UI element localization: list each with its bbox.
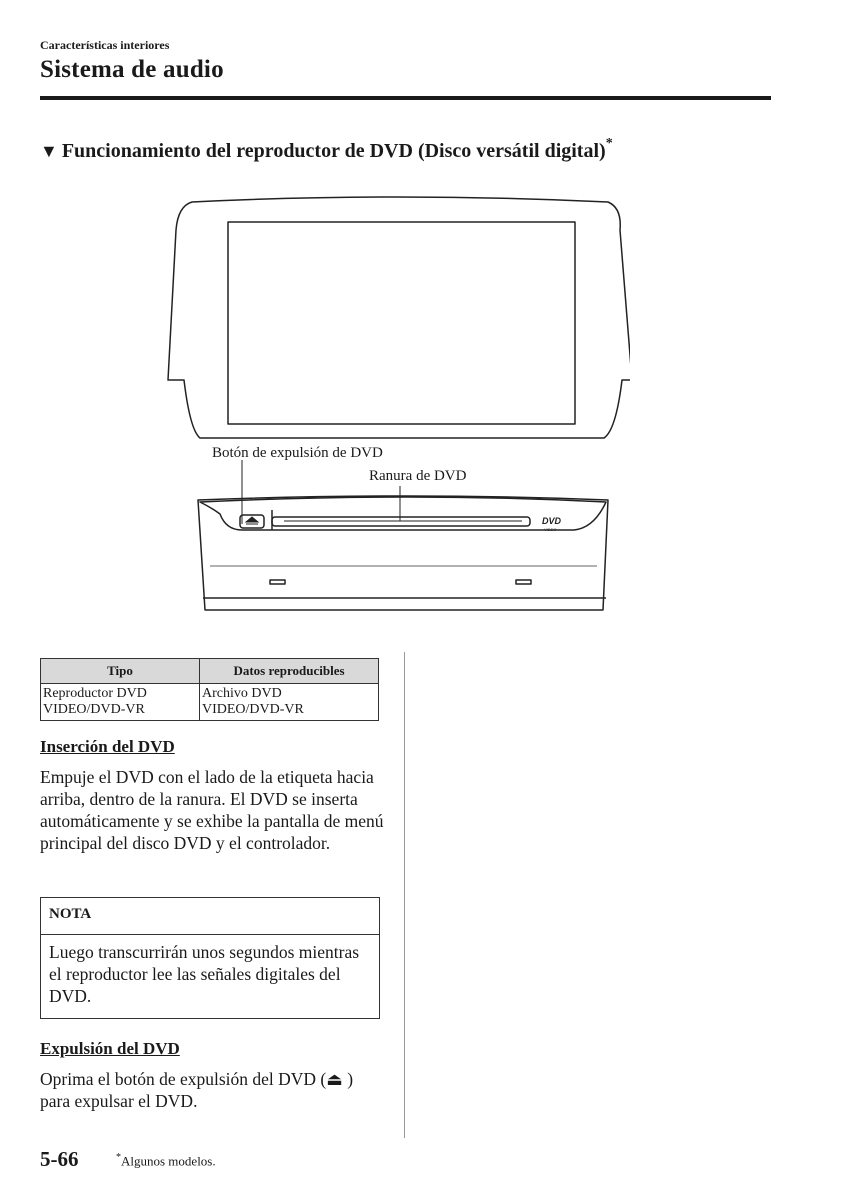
cell-line: Archivo DVD (202, 686, 282, 701)
cell-line: Reproductor DVD (43, 686, 147, 701)
table-cell (200, 684, 379, 721)
page-number: 5-66 (40, 1147, 79, 1171)
eject-icon (246, 517, 258, 524)
table-row (41, 684, 379, 721)
triangle-marker-icon: ▼ (40, 141, 58, 161)
eject-button-label: Botón de expulsión de DVD (212, 445, 383, 461)
eject-symbol-icon: ⏏ (326, 1069, 343, 1089)
breadcrumb: Características interiores (40, 38, 170, 52)
ejection-text-before: Oprima el botón de expulsión del DVD ( (40, 1069, 327, 1089)
footnote-mark: * (116, 1152, 121, 1163)
monitor-screen (228, 222, 575, 424)
column-header-type: Tipo (41, 659, 200, 684)
dvd-unit-illustration (160, 190, 630, 630)
section-heading-text: Funcionamiento del reproductor de DVD (Disco versátil digital) (61, 140, 606, 162)
dvd-logo-sub: VIDEO (544, 527, 557, 532)
monitor-frame (168, 197, 630, 438)
cell-line: VIDEO/DVD-VR (202, 702, 304, 717)
section-heading (40, 136, 613, 163)
page-title: Sistema de audio (40, 56, 224, 83)
disc-slot-label: Ranura de DVD (369, 468, 467, 484)
column-header-data: Datos reproducibles (200, 659, 379, 684)
ejection-heading: Expulsión del DVD (40, 1039, 180, 1058)
title-rule (40, 96, 771, 100)
column-divider (404, 652, 405, 1138)
ejection-text-after: ) para expulsar el DVD. (40, 1069, 354, 1111)
insertion-text: Empuje el DVD con el lado de la etiqueta hacia arriba, dentro de la ranura. El DVD se inserta automáticamente y se exhibe la pantalla de menú principal del disco DVD y el controlador. (40, 767, 384, 853)
table-cell (41, 684, 200, 721)
asterisk-mark: * (605, 136, 613, 151)
insertion-heading: Inserción del DVD (40, 737, 175, 756)
indicator-right (516, 580, 531, 584)
indicator-left (270, 580, 285, 584)
player-body (198, 496, 608, 610)
ejection-text (40, 1068, 385, 1112)
note-header (41, 898, 379, 935)
footnote (116, 1152, 216, 1169)
note-box (40, 897, 380, 1019)
playable-data-table (40, 658, 379, 721)
table-header-row (41, 659, 379, 684)
note-text: Luego transcurrirán unos segundos mientras el reproductor lee las señales digitales del DVD. (49, 942, 360, 1006)
cell-line: VIDEO/DVD-VR (43, 702, 145, 717)
dvd-logo: DVD (542, 516, 562, 526)
note-title: NOTA (49, 906, 92, 922)
footnote-text: Algunos modelos. (121, 1153, 216, 1169)
